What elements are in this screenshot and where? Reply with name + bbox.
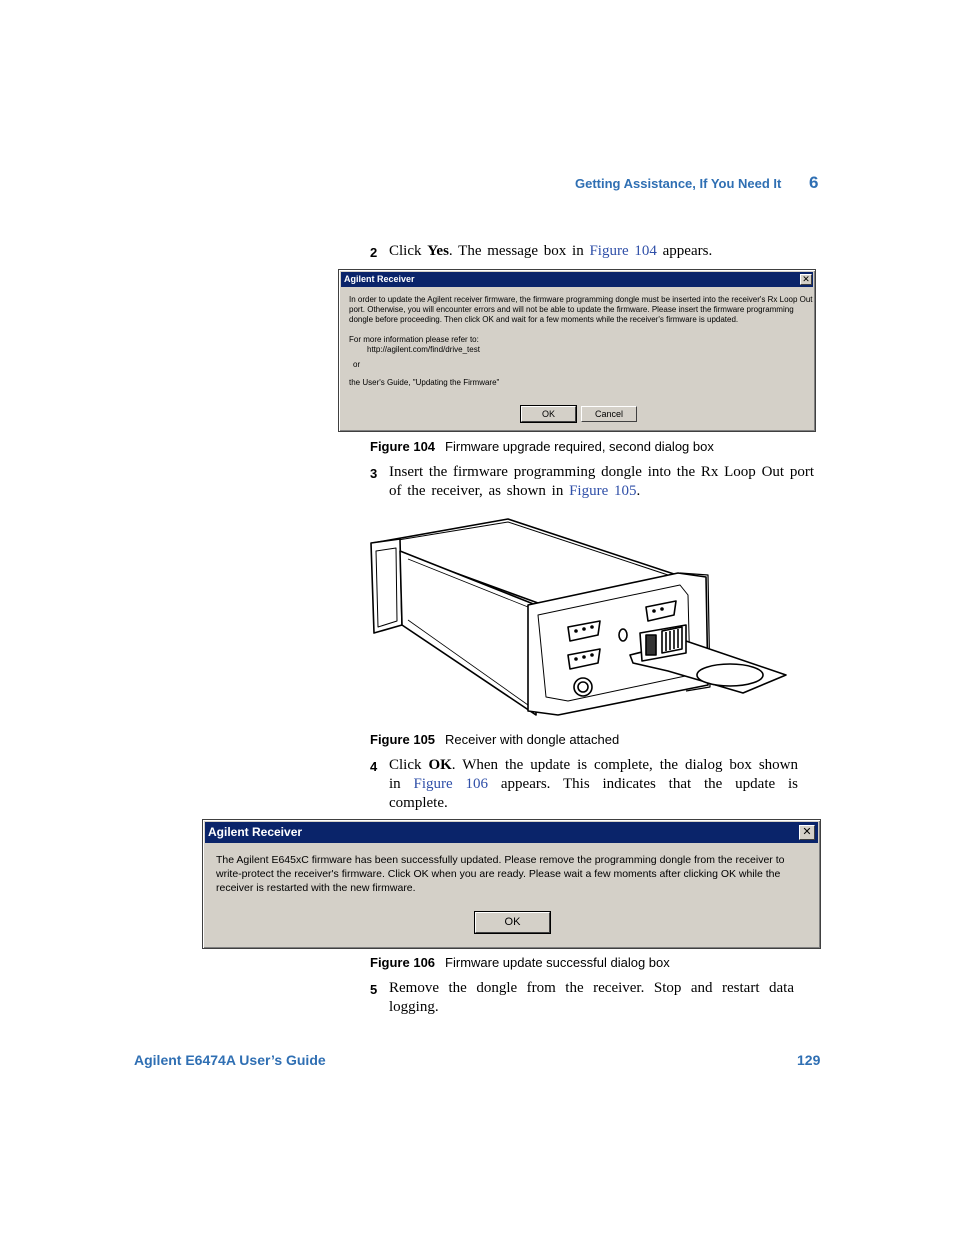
dialog-title: Agilent Receiver [208, 825, 303, 839]
figure-104-link[interactable]: Figure 104 [589, 243, 657, 259]
firmware-required-dialog [338, 269, 816, 432]
step-4: 4 Click OK. When the update is complete, the dialog box shown in Figure 106 appears. This indicates that the update is complete. [370, 757, 798, 811]
dialog-title: Agilent Receiver [344, 274, 415, 284]
step-number: 4 [370, 759, 378, 774]
running-header: Getting Assistance, If You Need It [575, 176, 782, 191]
step-number: 3 [370, 466, 378, 481]
page-number: 129 [797, 1052, 821, 1068]
dialog-title-bar [205, 822, 818, 843]
footer-guide-title: Agilent E6474A User’s Guide [134, 1052, 326, 1068]
figure-104-caption: Figure 104 Firmware upgrade required, second dialog box [370, 439, 714, 454]
step-number: 5 [370, 982, 378, 997]
ok-button[interactable]: OK [475, 912, 550, 933]
receiver-with-dongle-illustration [368, 515, 788, 720]
step-5: 5 Remove the dongle from the receiver. Stop and restart data logging. [370, 980, 794, 1015]
step-number: 2 [370, 245, 378, 260]
dialog-message: The Agilent E645xC firmware has been successfully updated. Please remove the programming dongle from the receiver to write-protect the receiver's firmware. Click OK when you are ready. Please wait a few moments after clicking OK while the receiver is restarted with the new firmware. [216, 854, 785, 894]
close-icon[interactable]: ✕ [799, 825, 815, 840]
figure-106-caption: Figure 106 Firmware update successful dialog box [370, 955, 670, 970]
dialog-message: In order to update the Agilent receiver firmware, the firmware programming dongle must be inserted into the receiver's Rx Loop Out port. Otherwise, you will encounter errors and will not be able to update the firmware. Please insert the firmware programming dongle before proceeding. Then click OK and wait for a few moments while the receiver's firmware is updated. For more information please refer to: http://agilent.com/find/drive_test or the User's Guide, "Updating the Firmware" [349, 295, 813, 387]
figure-105-link[interactable]: Figure 105 [569, 483, 637, 499]
step-3: 3 Insert the firmware programming dongle into the Rx Loop Out port of the receiver, as shown in Figure 105. [370, 464, 814, 499]
chapter-number: 6 [809, 173, 819, 192]
firmware-success-dialog [202, 819, 821, 949]
figure-105-caption: Figure 105 Receiver with dongle attached [370, 732, 620, 747]
cancel-button[interactable]: Cancel [581, 406, 637, 422]
dialog-title-bar [341, 272, 813, 287]
close-icon[interactable]: ✕ [800, 274, 812, 285]
figure-106-link[interactable]: Figure 106 [413, 776, 489, 792]
step-2: 2 Click Yes. The message box in Figure 104 appears. [370, 243, 713, 260]
ok-button[interactable]: OK [521, 406, 576, 422]
